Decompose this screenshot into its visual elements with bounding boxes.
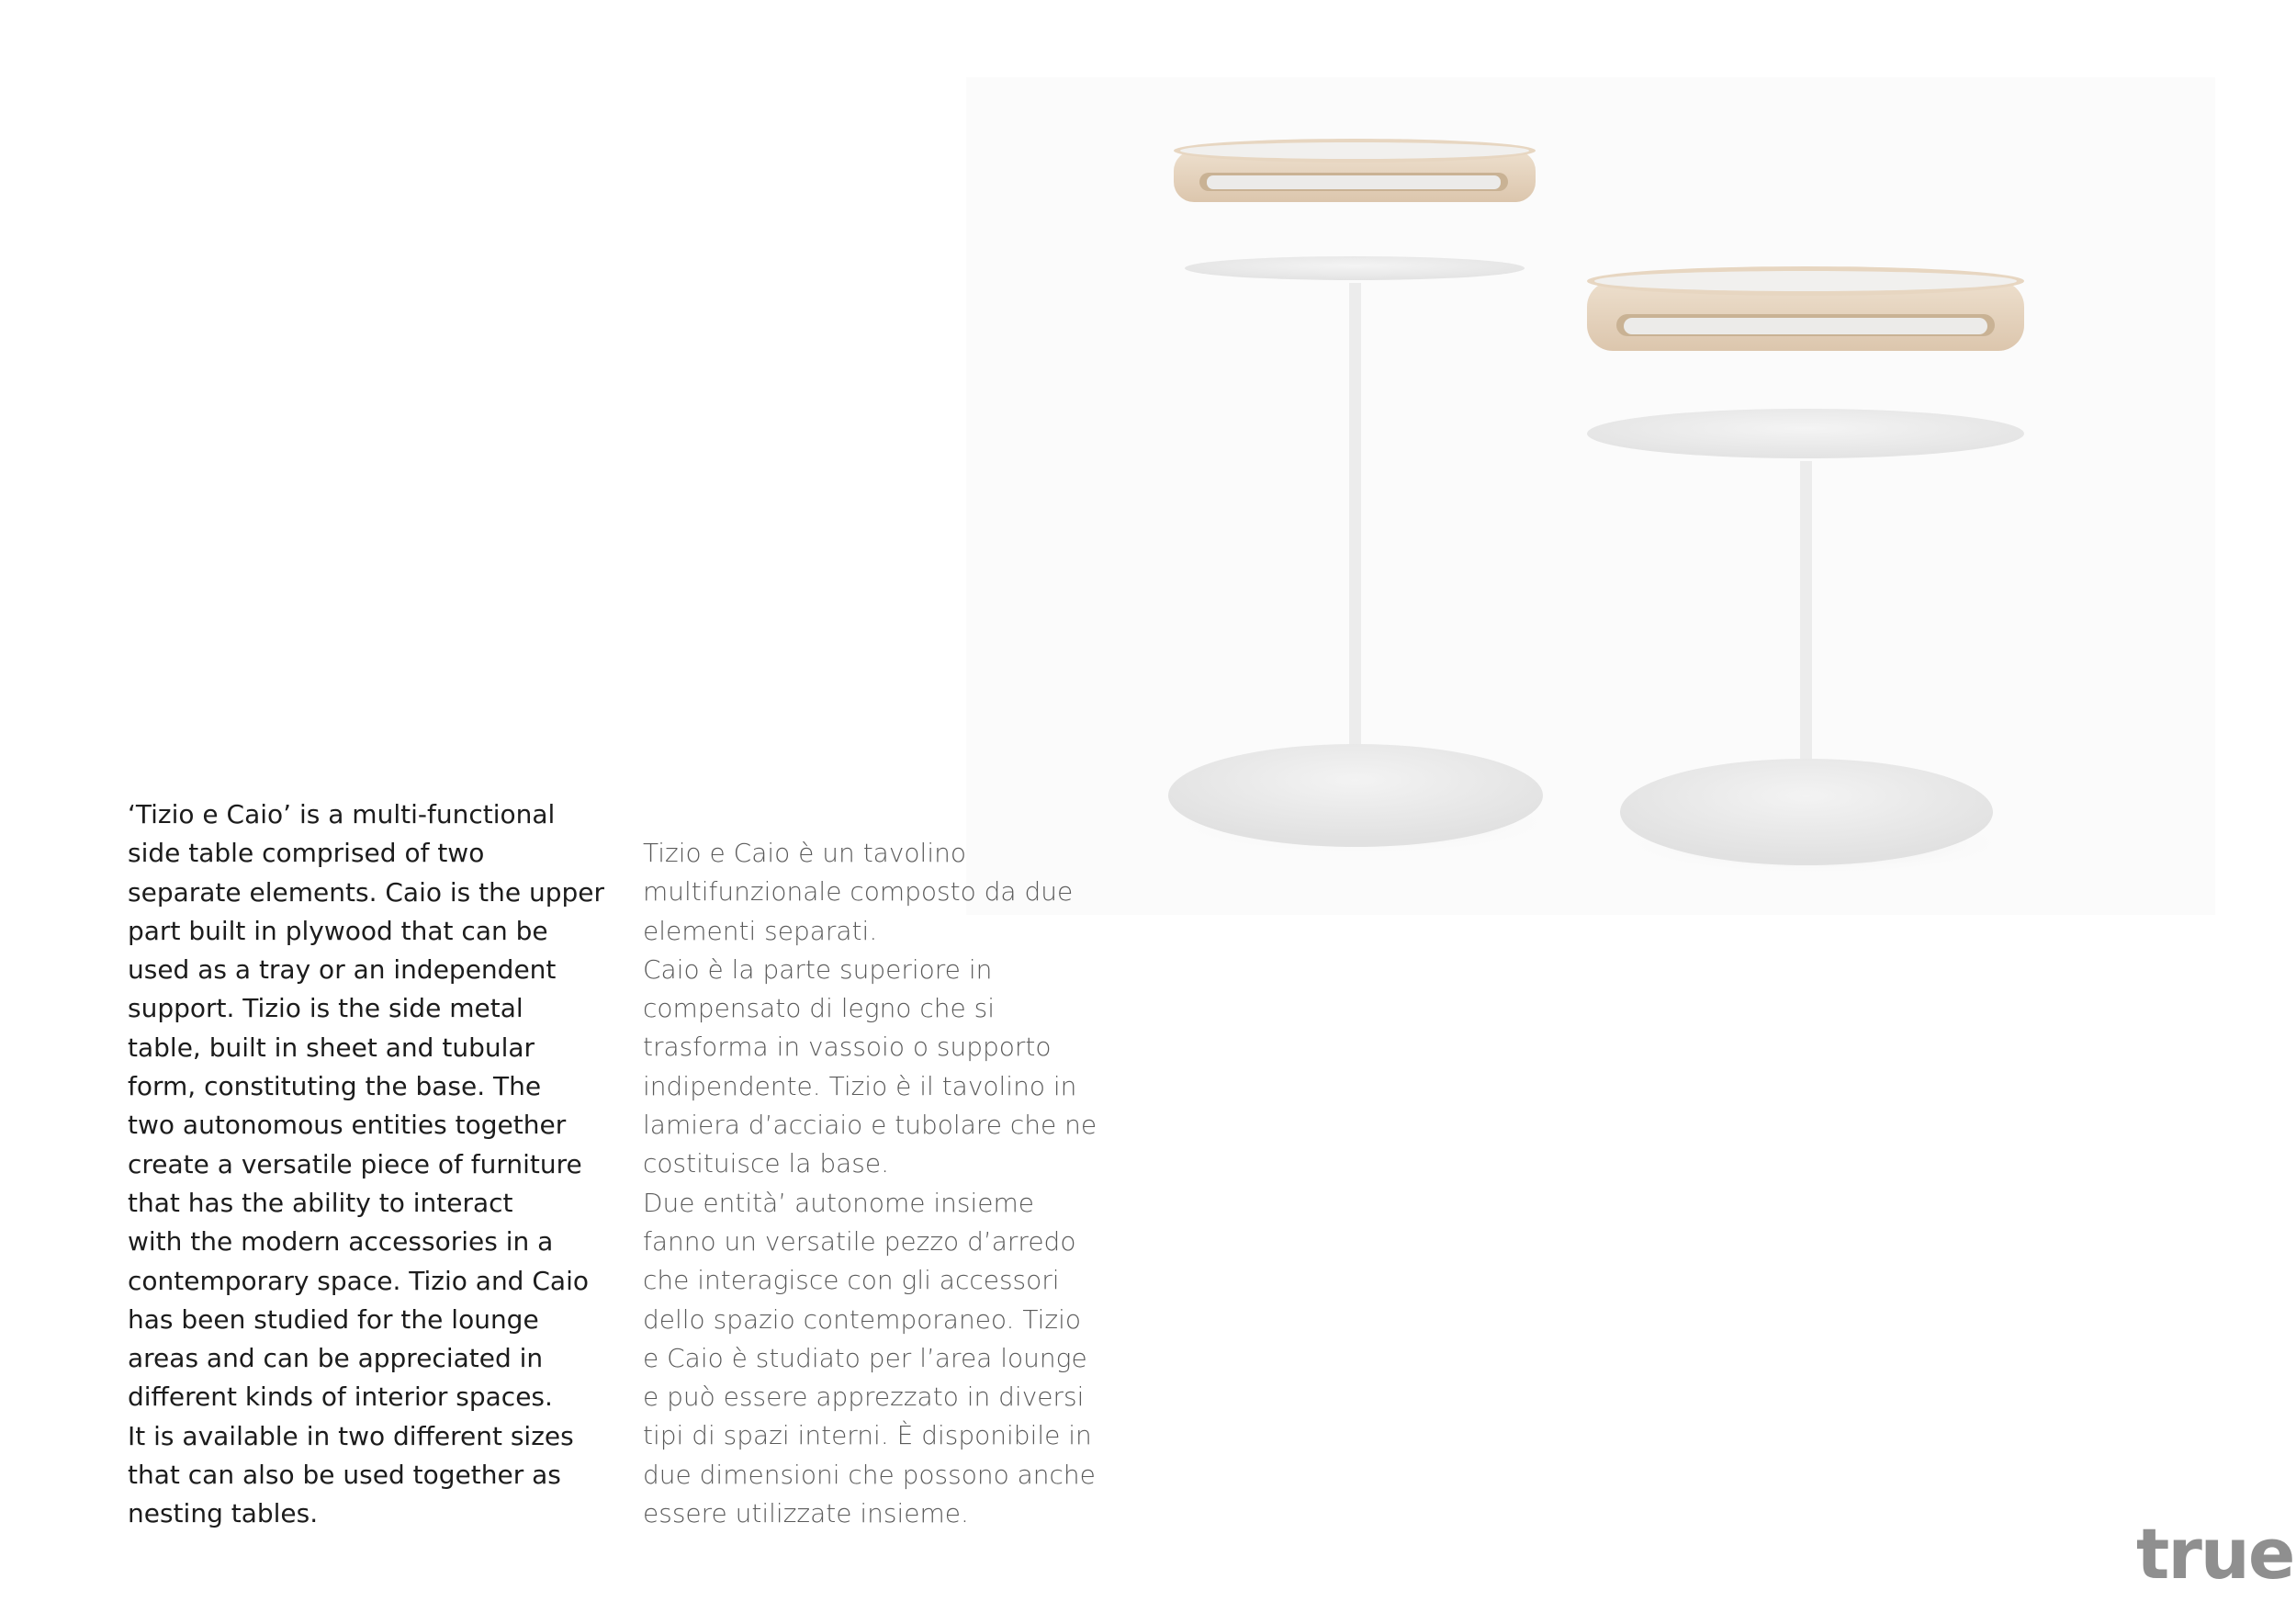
- text-line: e può essere apprezzato in diversi: [643, 1382, 1085, 1413]
- text-line: multifunzionale composto da due: [643, 876, 1074, 908]
- text-line: Tizio e Caio è un tavolino: [643, 838, 966, 868]
- text-line: tipi di spazi interni. È disponibile in: [643, 1420, 1092, 1451]
- large-table: [1587, 266, 2024, 876]
- text-line: different kinds of interior spaces.: [128, 1382, 553, 1413]
- text-line: due dimensioni che possono anche: [643, 1459, 1096, 1490]
- text-line: support. Tizio is the side metal: [128, 993, 523, 1024]
- text-line: ‘Tizio e Caio’ is a multi-functional: [128, 799, 556, 829]
- text-line: two autonomous entities together: [128, 1110, 567, 1141]
- text-line: form, constituting the base. The: [128, 1071, 542, 1102]
- small-wood-tray: [1174, 139, 1536, 202]
- text-line: nesting tables.: [128, 1498, 319, 1529]
- text-line: compensato di legno che si: [643, 993, 995, 1024]
- small-metal-top: [1185, 256, 1525, 280]
- text-line: indipendente. Tizio è il tavolino in: [643, 1070, 1077, 1101]
- text-line: elementi separati.: [643, 915, 878, 946]
- brand-logo: true: [2136, 1513, 2294, 1595]
- english-description: [128, 795, 605, 1534]
- large-metal-base: [1620, 759, 1993, 865]
- text-line: that can also be used together as: [128, 1460, 561, 1491]
- text-line: part built in plywood that can be: [128, 915, 548, 946]
- text-line: separate elements. Caio is the upper: [128, 876, 605, 908]
- text-line: Caio è la parte superiore in: [643, 953, 993, 985]
- large-wood-tray: [1587, 266, 2024, 351]
- text-line: contemporary space. Tizio and Caio: [128, 1265, 589, 1296]
- italian-description: [643, 834, 1120, 1533]
- text-line: essere utilizzate insieme.: [643, 1498, 969, 1529]
- text-line: Due entità’ autonome insieme: [643, 1187, 1035, 1218]
- side-tables-illustration: [966, 77, 2215, 915]
- large-metal-pole: [1800, 461, 1812, 784]
- text-line: It is available in two different sizes: [128, 1420, 574, 1451]
- text-line: has been studied for the lounge: [128, 1303, 539, 1335]
- large-metal-top: [1587, 409, 2024, 458]
- text-line: side table comprised of two: [128, 838, 485, 869]
- text-line: areas and can be appreciated in: [128, 1343, 544, 1374]
- small-table: [1161, 139, 1565, 856]
- text-line: with the modern accessories in a: [128, 1226, 554, 1257]
- text-line: dello spazio contemporaneo. Tizio: [643, 1303, 1081, 1335]
- small-metal-pole: [1349, 283, 1361, 766]
- product-photo: [966, 77, 2215, 915]
- text-line: e Caio è studiato per l’area lounge: [643, 1342, 1087, 1373]
- text-line: che interagisce con gli accessori: [643, 1265, 1060, 1296]
- small-metal-base: [1168, 744, 1543, 847]
- text-line: used as a tray or an independent: [128, 954, 557, 986]
- text-line: trasforma in vassoio o supporto: [643, 1032, 1052, 1063]
- text-line: create a versatile piece of furniture: [128, 1148, 582, 1179]
- text-line: table, built in sheet and tubular: [128, 1032, 535, 1063]
- text-line: costituisce la base.: [643, 1148, 889, 1179]
- text-line: fanno un versatile pezzo d’arredo: [643, 1225, 1076, 1257]
- text-line: that has the ability to interact: [128, 1187, 513, 1218]
- text-line: lamiera d’acciaio e tubolare che ne: [643, 1110, 1097, 1141]
